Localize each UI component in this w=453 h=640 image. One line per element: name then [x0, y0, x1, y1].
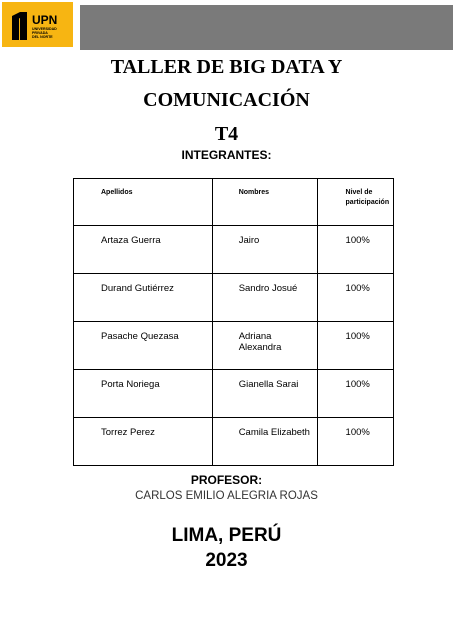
- profesor-name: CARLOS EMILIO ALEGRIA ROJAS: [135, 490, 318, 502]
- table-row: [74, 418, 394, 466]
- cell-apellidos: Porta Noriega: [74, 370, 213, 418]
- title-line-1: TALLER DE BIG DATA Y: [110, 56, 343, 78]
- cell-apellidos: Artaza Guerra: [74, 226, 213, 274]
- header-participacion: Nivel de participación: [317, 179, 393, 226]
- cell-participacion: 100%: [317, 322, 393, 370]
- upn-logo: [2, 2, 73, 47]
- table-row: [74, 274, 394, 322]
- cell-nombres: Camila Elizabeth: [212, 418, 317, 466]
- title-line-2: COMUNICACIÓN: [143, 89, 310, 111]
- header-apellidos: Apellidos: [74, 179, 213, 226]
- city-label: LIMA, PERÚ: [171, 525, 282, 546]
- svg-text:PRIVADA: PRIVADA: [32, 31, 48, 35]
- header-bar: [80, 5, 453, 50]
- cell-apellidos: Pasache Quezasa: [74, 322, 213, 370]
- header-nombres: Nombres: [212, 179, 317, 226]
- profesor-label: PROFESOR:: [190, 473, 263, 487]
- table-row: [74, 370, 394, 418]
- cell-nombres: Adriana Alexandra: [212, 322, 317, 370]
- table-header-row: [74, 179, 394, 226]
- cell-participacion: 100%: [317, 226, 393, 274]
- cell-participacion: 100%: [317, 370, 393, 418]
- cell-participacion: 100%: [317, 418, 393, 466]
- cell-nombres: Sandro Josué: [212, 274, 317, 322]
- svg-text:UPN: UPN: [32, 13, 58, 27]
- document-code: T4: [214, 123, 239, 145]
- svg-text:UNIVERSIDAD: UNIVERSIDAD: [32, 27, 57, 31]
- members-table: [73, 178, 394, 466]
- table-row: [74, 226, 394, 274]
- cell-apellidos: Torrez Perez: [74, 418, 213, 466]
- table-row: [74, 322, 394, 370]
- cell-nombres: Jairo: [212, 226, 317, 274]
- cell-participacion: 100%: [317, 274, 393, 322]
- integrantes-label: INTEGRANTES:: [181, 148, 272, 162]
- cell-nombres: Gianella Sarai: [212, 370, 317, 418]
- upn-logo-mark: [2, 2, 73, 47]
- year-label: 2023: [205, 550, 248, 571]
- svg-text:DEL NORTE: DEL NORTE: [32, 35, 53, 39]
- cell-apellidos: Durand Gutiérrez: [74, 274, 213, 322]
